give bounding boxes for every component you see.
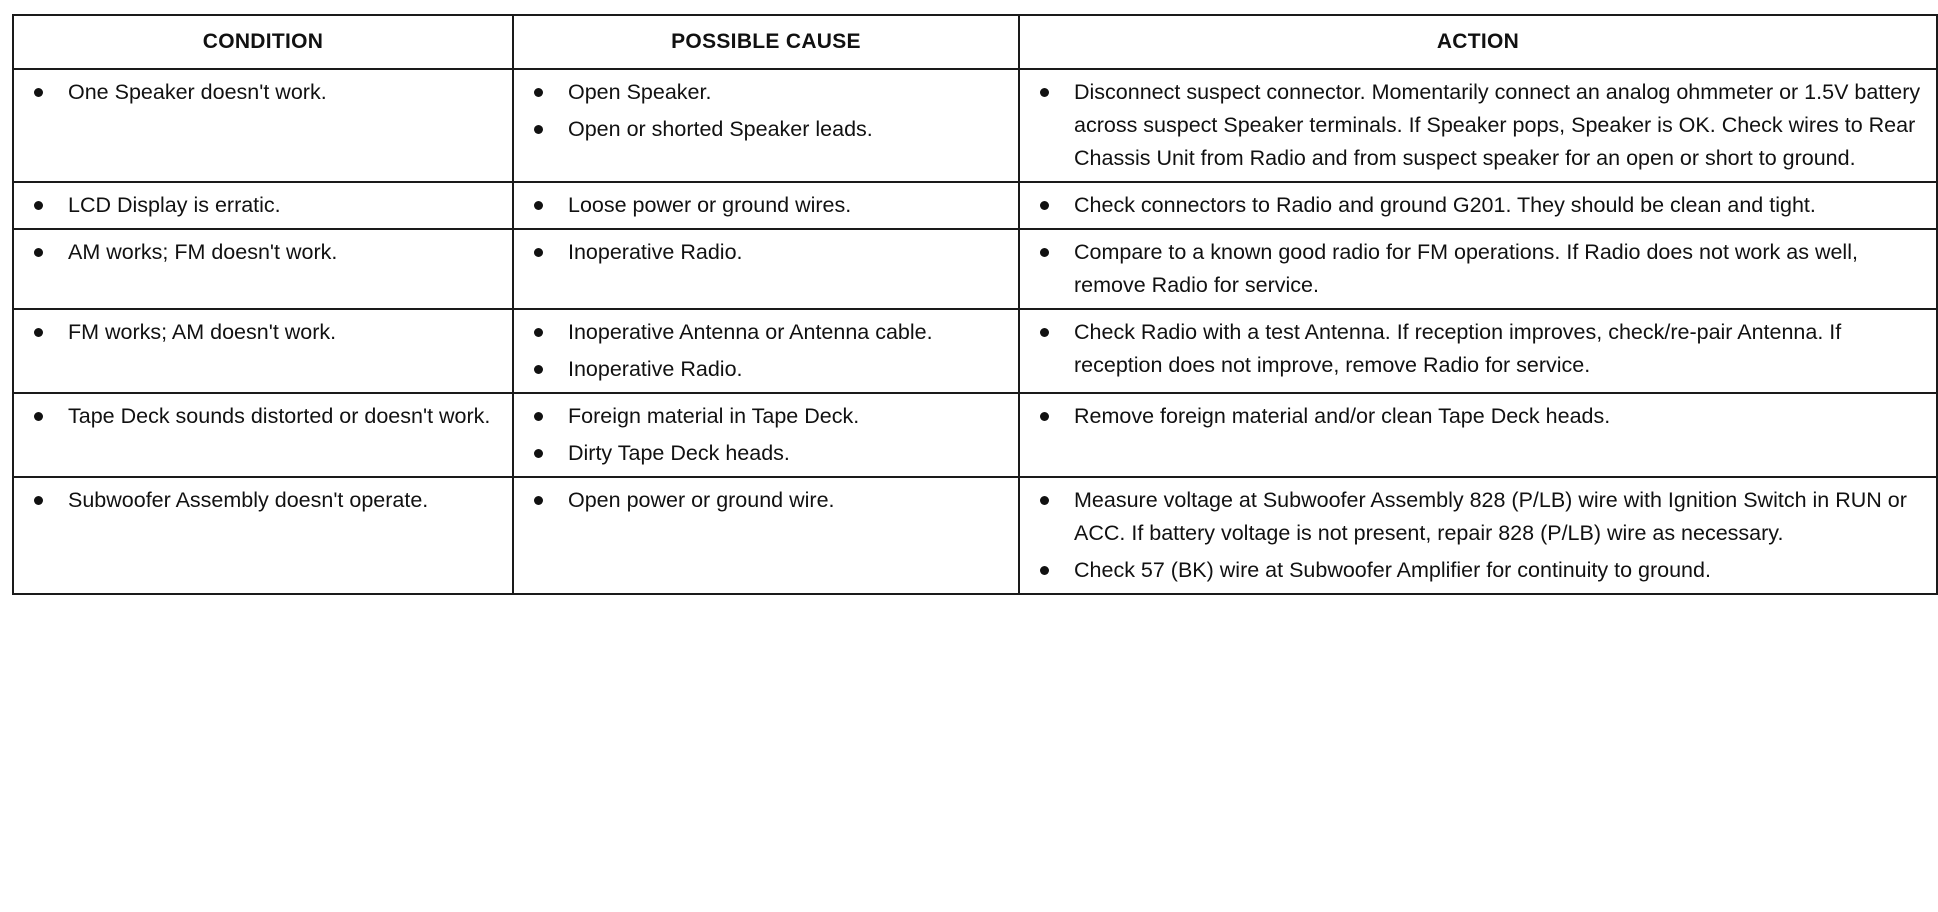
condition-item (26, 189, 502, 222)
bullet-icon (34, 88, 43, 97)
possible-cause-list (526, 400, 1008, 470)
possible-cause-cell (513, 309, 1019, 393)
action-item (1032, 400, 1926, 433)
possible-cause-item (526, 400, 1008, 433)
action-cell (1019, 182, 1937, 229)
bullet-icon (34, 248, 43, 257)
possible-cause-item (526, 189, 1008, 222)
possible-cause-item (526, 236, 1008, 269)
condition-list (26, 189, 502, 222)
bullet-icon (534, 496, 543, 505)
action-text: Check Radio with a test Antenna. If reception improves, check/re-pair Antenna. If reception does not improve, remove Radio for service. (1074, 320, 1842, 377)
action-cell (1019, 229, 1937, 309)
bullet-icon (534, 412, 543, 421)
bullet-icon (34, 412, 43, 421)
bullet-icon (534, 328, 543, 337)
possible-cause-text: Inoperative Antenna or Antenna cable. (568, 320, 933, 344)
action-cell (1019, 309, 1937, 393)
action-item (1032, 316, 1926, 382)
action-text: Measure voltage at Subwoofer Assembly 828 (P/LB) wire with Ignition Switch in RUN or ACC. If battery voltage is not present, repair 828 (P/LB) wire as necessary. (1074, 488, 1907, 545)
bullet-icon (534, 248, 543, 257)
header-row (13, 15, 1937, 69)
possible-cause-text: Open power or ground wire. (568, 488, 835, 512)
table-row (13, 393, 1937, 477)
condition-item (26, 76, 502, 109)
possible-cause-item (526, 484, 1008, 517)
table-row (13, 477, 1937, 594)
bullet-icon (534, 365, 543, 374)
bullet-icon (34, 201, 43, 210)
bullet-icon (34, 496, 43, 505)
condition-text: FM works; AM doesn't work. (68, 320, 337, 344)
action-list (1032, 76, 1926, 175)
possible-cause-item (526, 437, 1008, 470)
possible-cause-text: Dirty Tape Deck heads. (568, 441, 790, 465)
possible-cause-text: Inoperative Radio. (568, 357, 743, 381)
action-cell (1019, 393, 1937, 477)
action-item (1032, 236, 1926, 302)
condition-text: One Speaker doesn't work. (68, 80, 327, 104)
possible-cause-cell (513, 182, 1019, 229)
condition-text: AM works; FM doesn't work. (68, 240, 338, 264)
possible-cause-item (526, 353, 1008, 386)
possible-cause-header: POSSIBLE CAUSE (513, 15, 1019, 69)
possible-cause-list (526, 484, 1008, 517)
action-item (1032, 76, 1926, 175)
condition-cell (13, 69, 513, 182)
bullet-icon (534, 449, 543, 458)
action-item (1032, 484, 1926, 550)
action-header: ACTION (1019, 15, 1937, 69)
condition-text: Subwoofer Assembly doesn't operate. (68, 488, 429, 512)
condition-item (26, 236, 502, 269)
action-text: Check connectors to Radio and ground G201. They should be clean and tight. (1074, 193, 1816, 217)
bullet-icon (1040, 328, 1049, 337)
condition-cell (13, 182, 513, 229)
bullet-icon (534, 88, 543, 97)
table-row (13, 309, 1937, 393)
action-item (1032, 189, 1926, 222)
table-row (13, 69, 1937, 182)
bullet-icon (534, 125, 543, 134)
condition-cell (13, 393, 513, 477)
bullet-icon (1040, 88, 1049, 97)
action-list (1032, 236, 1926, 302)
action-cell (1019, 69, 1937, 182)
action-text: Disconnect suspect connector. Momentarily connect an analog ohmmeter or 1.5V battery across suspect Speaker terminals. If Speaker pops, Speaker is OK. Check wires to Rear Chassis Unit from Radio and from suspect speaker for an open or short to ground. (1074, 80, 1921, 170)
action-list (1032, 400, 1926, 433)
possible-cause-cell (513, 229, 1019, 309)
condition-item (26, 316, 502, 349)
action-cell (1019, 477, 1937, 594)
possible-cause-text: Open Speaker. (568, 80, 712, 104)
table-row (13, 182, 1937, 229)
condition-text: Tape Deck sounds distorted or doesn't work. (68, 404, 491, 428)
bullet-icon (34, 328, 43, 337)
condition-cell (13, 309, 513, 393)
action-list (1032, 484, 1926, 587)
possible-cause-item (526, 316, 1008, 349)
condition-cell (13, 229, 513, 309)
bullet-icon (1040, 496, 1049, 505)
possible-cause-item (526, 76, 1008, 109)
possible-cause-cell (513, 69, 1019, 182)
condition-item (26, 400, 502, 433)
action-text: Remove foreign material and/or clean Tape Deck heads. (1074, 404, 1611, 428)
action-item (1032, 554, 1926, 587)
possible-cause-list (526, 76, 1008, 146)
bullet-icon (534, 201, 543, 210)
possible-cause-cell (513, 477, 1019, 594)
possible-cause-cell (513, 393, 1019, 477)
possible-cause-text: Inoperative Radio. (568, 240, 743, 264)
action-list (1032, 316, 1926, 382)
possible-cause-text: Foreign material in Tape Deck. (568, 404, 860, 428)
bullet-icon (1040, 412, 1049, 421)
bullet-icon (1040, 201, 1049, 210)
condition-list (26, 484, 502, 517)
action-list (1032, 189, 1926, 222)
table-row (13, 229, 1937, 309)
possible-cause-list (526, 236, 1008, 269)
action-text: Check 57 (BK) wire at Subwoofer Amplifier for continuity to ground. (1074, 558, 1711, 582)
condition-header: CONDITION (13, 15, 513, 69)
possible-cause-list (526, 189, 1008, 222)
diagnosis-table (12, 14, 1938, 595)
possible-cause-text: Loose power or ground wires. (568, 193, 852, 217)
condition-item (26, 484, 502, 517)
condition-cell (13, 477, 513, 594)
action-text: Compare to a known good radio for FM operations. If Radio does not work as well, remove Radio for service. (1074, 240, 1858, 297)
bullet-icon (1040, 248, 1049, 257)
condition-list (26, 76, 502, 109)
possible-cause-list (526, 316, 1008, 386)
condition-list (26, 400, 502, 433)
condition-list (26, 316, 502, 349)
table-header (13, 15, 1937, 69)
condition-text: LCD Display is erratic. (68, 193, 281, 217)
possible-cause-text: Open or shorted Speaker leads. (568, 117, 873, 141)
bullet-icon (1040, 566, 1049, 575)
table-body (13, 69, 1937, 594)
condition-list (26, 236, 502, 269)
possible-cause-item (526, 113, 1008, 146)
